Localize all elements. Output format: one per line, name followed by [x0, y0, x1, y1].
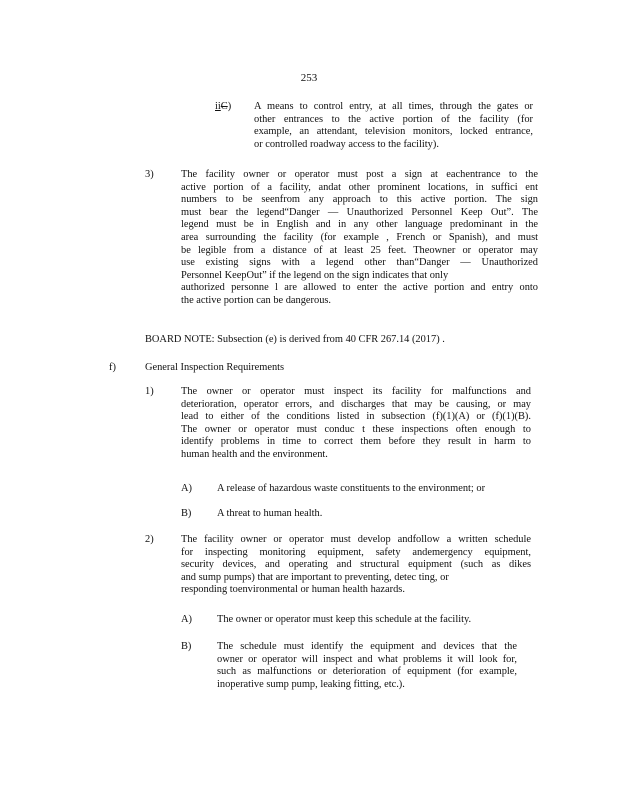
item-3-number: 3): [145, 169, 154, 180]
text-line: active portion of a facility, andat other prominent locations, in suffici ent: [181, 181, 538, 193]
text-line: example, an attendant, television monitors, locked entrance,: [254, 126, 533, 138]
text-line: The owner or operator must conduc t these inspections often enough to: [181, 423, 531, 435]
text-line: The owner or operator must inspect its facility for malfunctions and: [181, 386, 531, 397]
item-f1-sub-b-text: A threat to human health.: [217, 508, 323, 519]
text-line: The schedule must identify the equipment and devices that the: [217, 641, 517, 652]
section-f-heading: General Inspection Requirements: [145, 362, 285, 373]
text-line: such as malfunctions or deterioration of equipment (for example,: [217, 666, 517, 678]
item-f2-sub-a-label: A): [181, 614, 192, 625]
text-line: owner or operator will inspect and what problems it will look for,: [217, 653, 517, 665]
text-line: responding toenvironmental or human health hazards.: [181, 584, 405, 596]
text-line: legend must be in English and in any other language predominant in the: [181, 219, 538, 231]
text-line: be legible from a distance of at least 25 feet. Theowner or operator may: [181, 244, 538, 256]
item-ii-label: [215, 101, 231, 114]
text-line: area surrounding the facility (for example , French or Spanish), and must: [181, 231, 538, 243]
item-f1-text: [181, 386, 531, 462]
item-ii-label-struck: C: [220, 101, 228, 112]
text-line: or controlled roadway access to the facility).: [254, 138, 439, 150]
section-f-label: f): [109, 362, 116, 373]
page-number: 253: [300, 72, 318, 84]
text-line: A means to control entry, at all times, through the gates or: [254, 101, 533, 112]
text-line: inoperative sump pump, leaking fitting, etc.).: [217, 678, 405, 690]
item-ii-text: [254, 101, 533, 151]
item-f2-text: [181, 534, 531, 597]
item-f1-number: 1): [145, 386, 154, 397]
text-line: and sump pumps) that are important to preventing, detec ting, or: [181, 571, 449, 583]
text-line: deterioration, operator errors, and discharges that may be causing, or may: [181, 398, 531, 410]
text-line: other entrances to the active portion of the facility (for: [254, 113, 533, 125]
item-3-text: [181, 169, 538, 308]
text-line: identify problems in time to correct them before they result in harm to: [181, 436, 531, 448]
text-line: Personnel KeepOut” if the legend on the sign indicates that only: [181, 269, 449, 281]
item-f1-sub-b-label: B): [181, 508, 192, 519]
item-f2-sub-b-label: B): [181, 641, 192, 652]
item-ii-label-under: ii: [215, 101, 221, 112]
item-f2-number: 2): [145, 534, 154, 545]
text-line: the active portion can be dangerous.: [181, 294, 332, 306]
text-line: for inspecting monitoring equipment, safety andemergency equipment,: [181, 546, 531, 558]
item-f2-sub-a-text: The owner or operator must keep this schedule at the facility.: [217, 614, 472, 625]
item-f1-sub-a-text: A release of hazardous waste constituents to the environment; or: [217, 483, 486, 494]
board-note: BOARD NOTE: Subsection (e) is derived from 40 CFR 267.14 (2017) .: [145, 334, 445, 345]
text-line: lead to either of the conditions listed in subsection (f)(1)(A) or (f)(1)(B).: [181, 411, 531, 423]
text-line: human health and the environment.: [181, 448, 328, 460]
text-line: use existing signs with a legend other than“Danger — Unauthorized: [181, 257, 538, 269]
text-line: numbers to be seenfrom any approach to this active portion. The sign: [181, 194, 538, 206]
text-line: The facility owner or operator must develop andfollow a written schedule: [181, 534, 531, 545]
text-line: authorized personne l are allowed to enter the active portion and entry onto: [181, 282, 538, 294]
text-line: security devices, and operating and structural equipment (such as dikes: [181, 559, 531, 571]
item-f2-sub-b-text: [217, 641, 517, 691]
item-ii-label-close: ): [227, 101, 232, 112]
text-line: The facility owner or operator must post a sign at eachentrance to the: [181, 169, 538, 180]
item-f1-sub-a-label: A): [181, 483, 192, 494]
text-line: must bear the legend“Danger — Unauthorized Personnel Keep Out”. The: [181, 206, 538, 218]
